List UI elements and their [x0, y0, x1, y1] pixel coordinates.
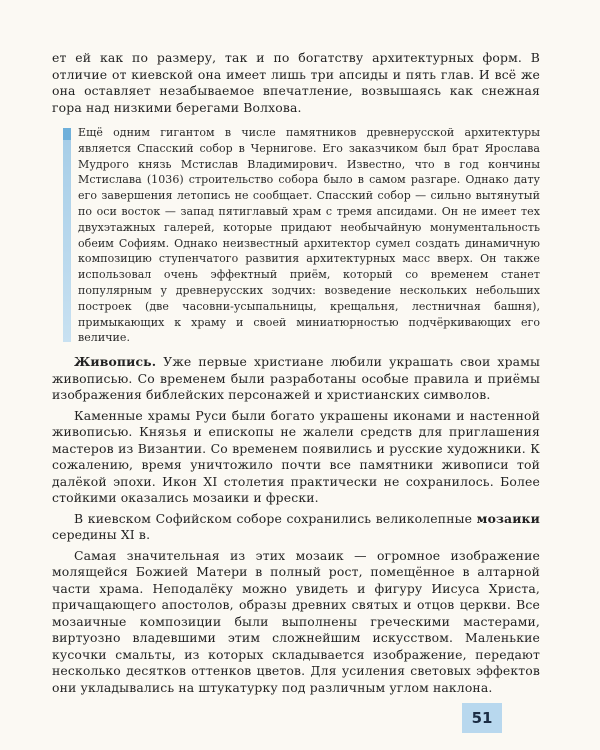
term-mosaics: мозаики [476, 510, 540, 526]
painting-paragraph-3-tail: середины XI в. [52, 527, 151, 543]
sidebar-box-text: Ещё одним гигантом в числе памятников древнерусской архитектуры является Спасский собор в Чернигове. Его заказчиком был брат Ярослава Мудрого князь Мстислав Владимирович. Известно, что в год кончины Мстислава (1036) строительство собора было в самом разгаре. Однако дату его завершения летопись не сообщает. Спасский собор — сильно вытянутый по оси восток — запад пятиглавый храм с тремя апсидами. Он не имеет тех двухэтажных галерей, которые придают необычайную монументальность обеим Софиям. Однако неизвестный архитектор сумел создать динамичную композицию ступенчатого развития архитектурных масс вверх. Он также использовал очень эффектный приём, который со временем станет популярным у древнерусских зодчих: возведение нескольких небольших построек (две часовни-усыпальницы, крещальня, лестничная башня), примыкающих к храму и своей миниатюрностью подчёркивающих его величие. [78, 126, 540, 345]
painting-paragraph-2: Каменные храмы Руси были богато украшены иконами и настенной живописью. Князья и епископы не жалели средств для приглашения мастеров из Византии. Со временем появились и русские художники. К сожалению, время уничтожило почти все памятники живописи той далёкой эпохи. Икон XI столетия практически не сохранилось. Более стойкими оказались мозаики и фрески. [52, 407, 540, 506]
section-heading-painting: Живопись. [74, 354, 157, 370]
intro-paragraph: ет ей как по размеру, так и по богатству архитектурных форм. В отличие от киевской она имеет лишь три апсиды и пять глав. И всё же она оставляет незабываемое впечатление, возвышаясь как снежная гора над низкими берегами Волхова. [52, 50, 540, 115]
sidebar-info-box [52, 125, 540, 346]
painting-paragraph-4: Самая значительная из этих мозаик — огромное изображение молящейся Божией Матери в полный рост, помещённое в алтарной части храма. Неподалёку можно увидеть и фигуру Иисуса Христа, причащающего апостолов, образы древних святых и отцов церкви. Все мозаичные композиции были выполнены греческими мастерами, виртуозно владевшими этим сложнейшим искусством. Маленькие кусочки смальты, из которых складывается изображение, передают несколько десятков оттенков цветов. Для усиления световых эффектов они укладывались на штукатурку под различным углом наклона. [52, 547, 540, 695]
painting-paragraph-1 [52, 354, 540, 404]
painting-paragraph-1-text: Уже первые христиане любили украшать свои храмы живописью. Со временем были разработаны особые правила и приёмы изображения библейских персонажей и христианских символов. [52, 354, 540, 403]
box-accent-marker [63, 128, 71, 140]
page-body [52, 50, 540, 696]
painting-paragraph-3-lead: В киевском Софийском соборе сохранились великолепные [74, 510, 477, 526]
painting-paragraph-3 [52, 511, 540, 544]
page-number: 51 [462, 703, 502, 733]
box-accent-bar [63, 128, 71, 342]
